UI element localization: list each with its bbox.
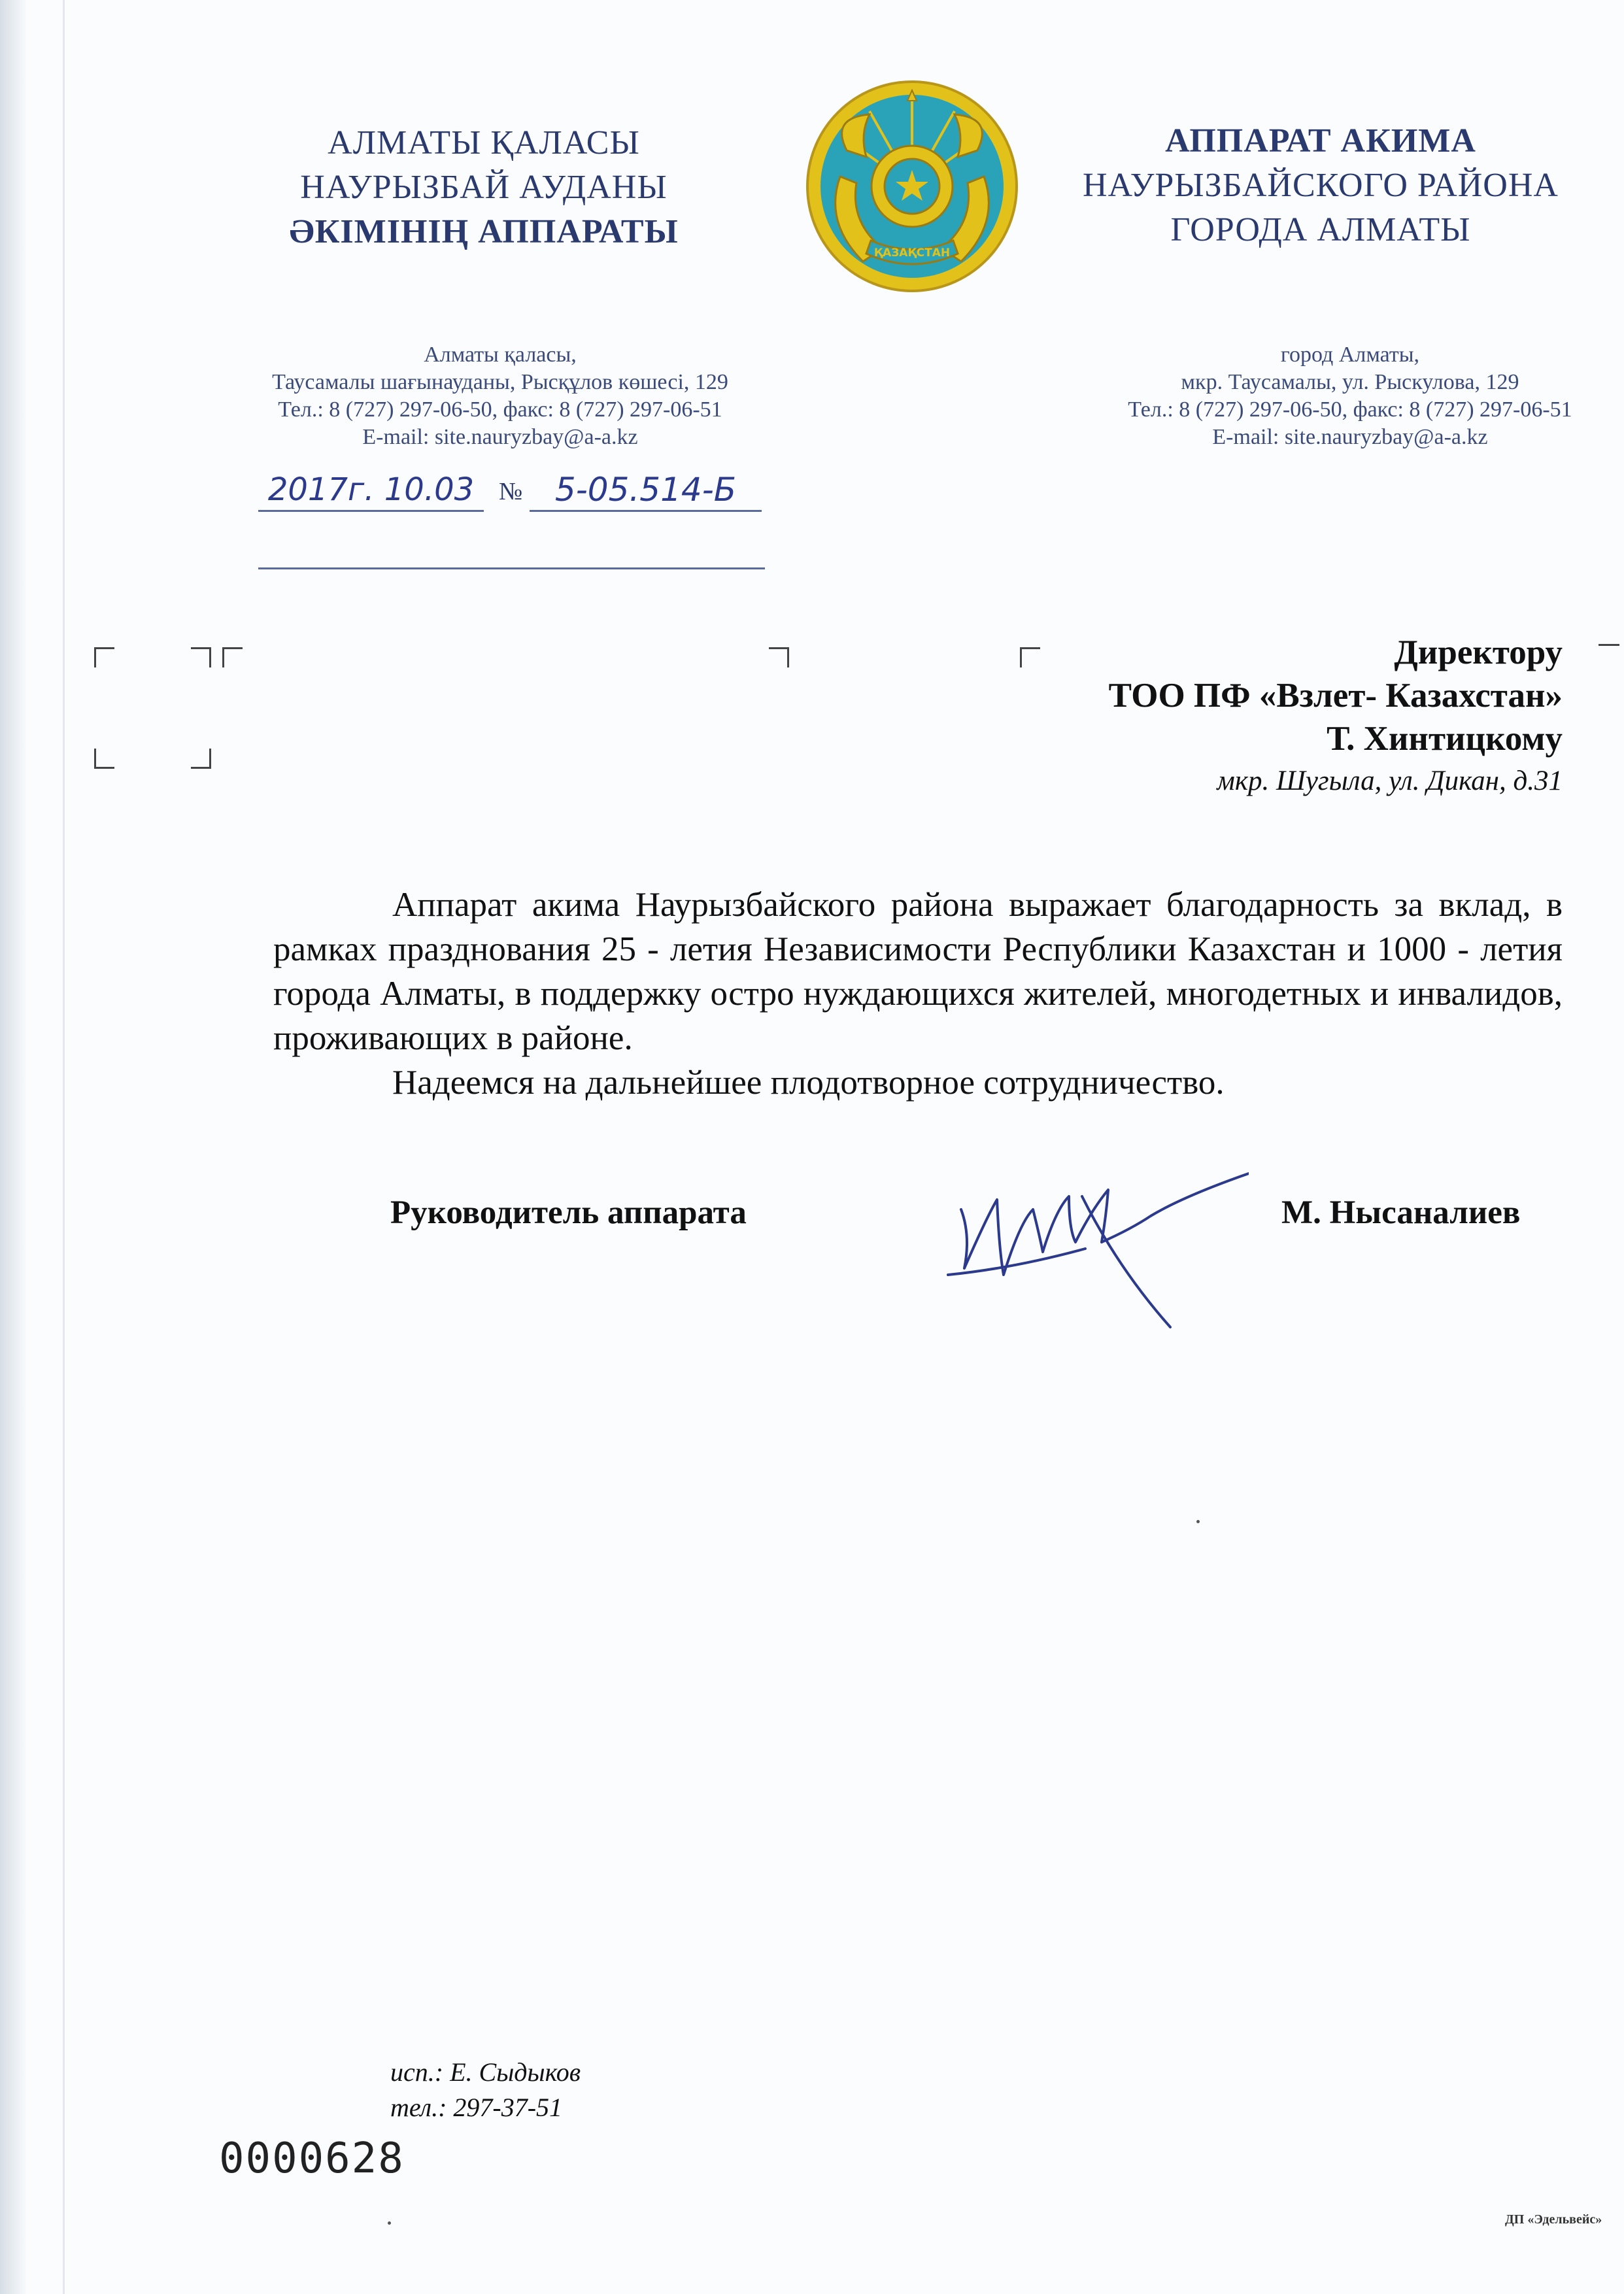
scan-edge-shadow [0,0,26,2294]
addressee-name: Т. Хинтицкому [1327,720,1563,758]
letterhead-russian [1059,119,1582,252]
address-ru-email: E-mail: site.nauryzbay@a-a.kz [1212,425,1488,449]
corner-mark [1599,644,1619,646]
form-serial-number: 0000628 [219,2134,405,2183]
address-kz-phone: Тел.: 8 (727) 297-06-50, факс: 8 (727) 297-06-51 [278,397,722,422]
address-kz-email: E-mail: site.nauryzbay@a-a.kz [362,425,638,449]
scan-edge-line [63,0,65,2294]
body-paragraph: Надеемся на дальнейшее плодотворное сотрудничество. [392,1064,1225,1102]
handwritten-signature [935,1138,1249,1334]
letter-body [273,883,1563,1105]
corner-mark [191,749,211,769]
letterhead-ru-line-2: НАУРЫЗБАЙСКОГО РАЙОНА [1083,167,1559,204]
letterhead-ru-line-1: АППАРАТ АКИМА [1165,122,1476,160]
corner-mark [769,647,789,667]
number-sign: № [499,478,523,505]
corner-mark [191,647,211,667]
body-paragraph: Аппарат акима Наурызбайского района выражает благодарность за вклад, в рамках празднования 25 - летия Независимости Республики Казахстан и 1000 - летия города Алматы, в поддержку остро нуждающихся жителей, многодетных и инвалидов, проживающих в районе. [273,886,1563,1057]
signatory-name: М. Нысаналиев [1281,1194,1521,1231]
address-russian [1085,341,1615,451]
executor-name: исп.: Е. Сыдыков [390,2057,581,2087]
svg-text:ҚАЗАҚСТАН: ҚАЗАҚСТАН [873,246,951,260]
reference-number: 5-05.514-Б [530,469,762,512]
address-ru-street: мкр. Таусамалы, ул. Рыскулова, 129 [1181,370,1519,394]
executor-phone: тел.: 297-37-51 [390,2093,563,2122]
address-kz-city: Алматы қаласы, [424,343,577,367]
address-ru-city: город Алматы, [1280,343,1420,367]
reference-date: 2017г. 10.03 [258,469,484,512]
executor-info [390,2055,581,2125]
scan-speck [1196,1520,1200,1523]
letterhead-kz-line-3: ӘКІМІНІҢ АППАРАТЫ [289,213,679,250]
addressee-company: ТОО ПФ «Взлет- Казахстан» [1108,677,1563,715]
outgoing-reference [258,469,768,522]
letterhead-kazakh [235,121,732,254]
address-kazakh [235,341,765,451]
address-ru-phone: Тел.: 8 (727) 297-06-50, факс: 8 (727) 297-06-51 [1128,397,1572,422]
corner-mark [94,749,114,769]
signatory-role: Руководитель аппарата [390,1194,747,1231]
address-kz-street: Таусамалы шағынауданы, Рысқұлов көшесі, 129 [272,370,728,394]
addressee-title: Директору [1394,633,1563,671]
addressee-address: мкр. Шугыла, ул. Дикан, д.31 [1217,766,1563,796]
letterhead-kz-line-1: АЛМАТЫ ҚАЛАСЫ [328,124,640,161]
corner-mark [222,647,243,667]
reply-reference-line [258,567,765,569]
addressee-block [981,631,1563,802]
kazakhstan-state-emblem-icon [804,78,1020,294]
corner-mark [94,647,114,667]
scan-speck [388,2221,391,2225]
letterhead-kz-line-2: НАУРЫЗБАЙ АУДАНЫ [300,169,668,206]
letterhead-ru-line-3: ГОРОДА АЛМАТЫ [1170,211,1471,248]
printer-mark: ДП «Эдельвейс» [1505,2212,1602,2227]
